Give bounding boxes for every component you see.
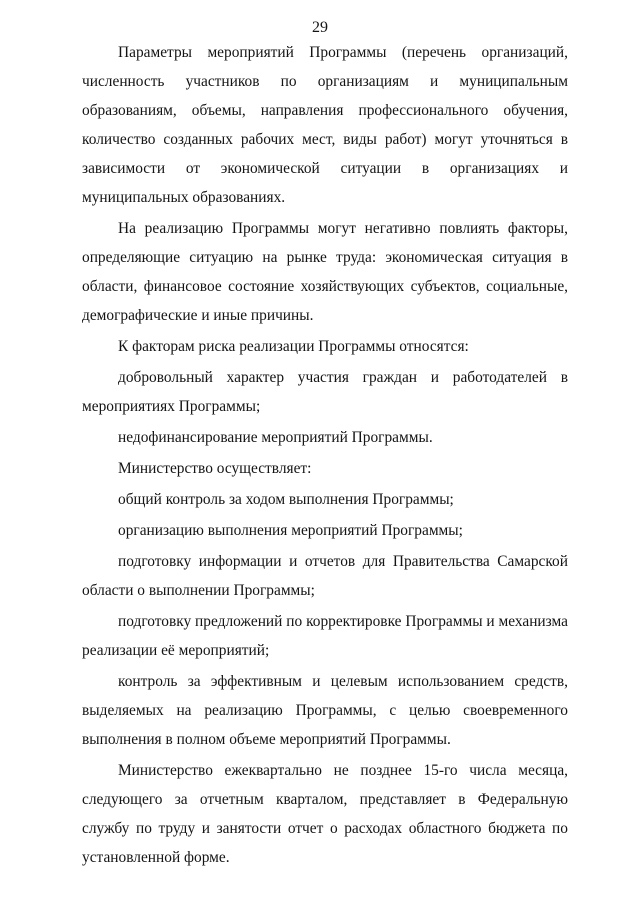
paragraph-program-parameters: Параметры мероприятий Программы (перечень организаций, численность участников по организациям и муниципальным образованиям, объемы, направления профессионального обучения, количество созданных рабочих мест, виды работ) могут уточняться в зависимости от экономической ситуации в организациях и муниципальных образованиях. bbox=[82, 44, 568, 206]
paragraph-adjustment-proposals: подготовку предложений по корректировке Программы и механизма реализации её мероприятий; bbox=[82, 613, 568, 659]
page-number: 29 bbox=[312, 19, 328, 36]
paragraph-ministry-heading: Министерство осуществляет: bbox=[118, 460, 312, 477]
paragraph-quarterly-report: Министерство ежеквартально не позднее 15-го числа месяца, следующего за отчетным кварталом, представляет в Федеральную службу по труду и занятости отчет о расходах областного бюджета по установленной форме. bbox=[82, 762, 568, 866]
paragraph-underfunding: недофинансирование мероприятий Программы. bbox=[118, 429, 433, 446]
document-body bbox=[82, 38, 568, 872]
paragraph-risk-factors-heading: К факторам риска реализации Программы относятся: bbox=[118, 338, 469, 355]
paragraph-funds-control: контроль за эффективным и целевым использованием средств, выделяемых на реализацию Программы, с целью своевременного выполнения в полном объеме мероприятий Программы. bbox=[82, 673, 568, 748]
paragraph-general-control: общий контроль за ходом выполнения Программы; bbox=[118, 491, 454, 508]
paragraph-negative-factors: На реализацию Программы могут негативно повлиять факторы, определяющие ситуацию на рынке труда: экономическая ситуация в области, финансовое состояние хозяйствующих субъектов, социальные, демографические и иные причины. bbox=[82, 220, 568, 324]
paragraph-organization: организацию выполнения мероприятий Программы; bbox=[118, 522, 463, 539]
paragraph-reports-preparation: подготовку информации и отчетов для Правительства Самарской области о выполнении Программы; bbox=[82, 553, 568, 599]
paragraph-voluntary-participation: добровольный характер участия граждан и работодателей в мероприятиях Программы; bbox=[82, 369, 568, 415]
